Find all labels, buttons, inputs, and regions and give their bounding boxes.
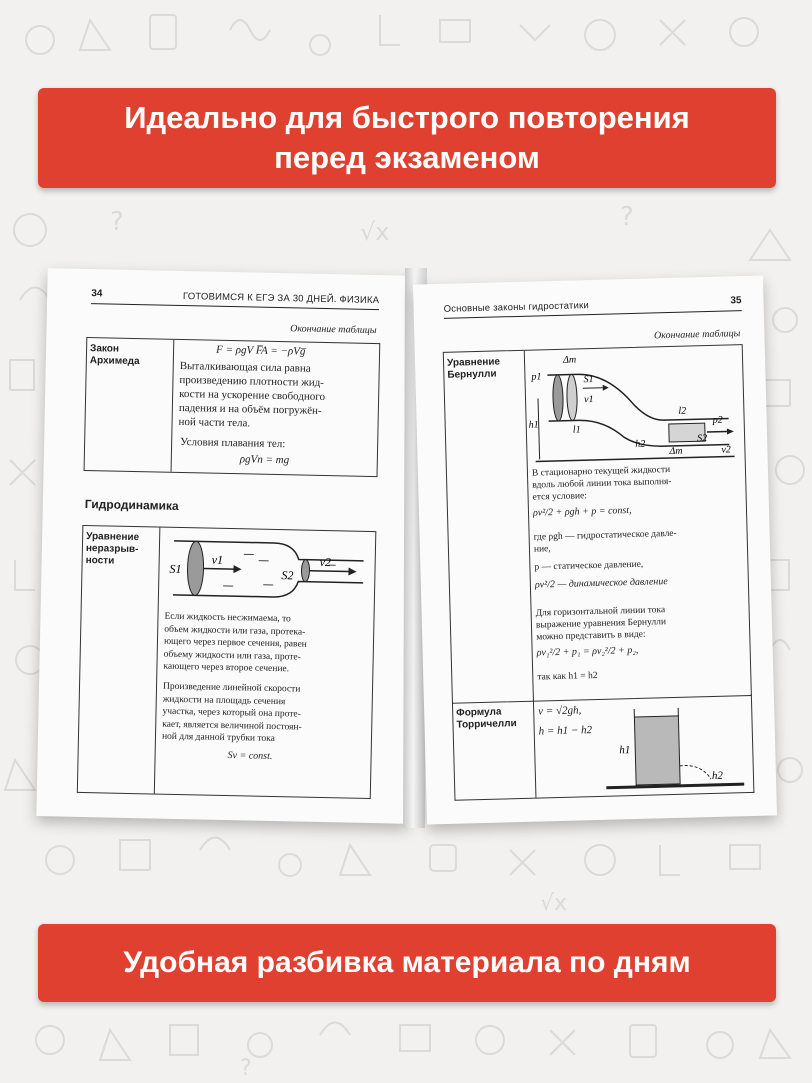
continuity-text-1: Если жидкость несжимаема, то объем жидкости или газа, протека- ющего через первое сечения, равен объему жидкости или газа, проте- кающего через второе сечение. bbox=[163, 611, 307, 675]
right-running-title: Основные законы гидростатики bbox=[443, 300, 590, 315]
archimedes-formula: F = ρgV F̅A = −ρVg̅ bbox=[215, 343, 306, 358]
float-conditions-formula: ρgVп = mg bbox=[239, 453, 290, 467]
left-running-head bbox=[91, 287, 379, 310]
bottom-banner-text: Удобная разбивка материала по дням bbox=[123, 946, 691, 979]
tank-h1: h1 bbox=[619, 744, 631, 757]
diagram-s1: S1 bbox=[169, 561, 182, 577]
bernoulli-text-6: так как h1 = h2 bbox=[537, 670, 598, 683]
archimedes-text: Выталкивающая сила равна произведению плотности жид- кости на ускорение свободного падения и на объём погружён- ной части тела. bbox=[178, 359, 326, 430]
torricelli-formula-2: h = h1 − h2 bbox=[538, 724, 593, 738]
diag-dm2: Δm bbox=[669, 445, 683, 458]
diagram-v2: v2 bbox=[319, 554, 332, 570]
svg-text:?: ? bbox=[110, 207, 124, 237]
diag-h2: h2 bbox=[635, 438, 646, 450]
bernoulli-text-4: p — статическое давление, bbox=[534, 559, 644, 573]
bernoulli-formula-3: ρv₁²/2 + p₁ = ρv₂²/2 + p₂, bbox=[536, 644, 639, 659]
bernoulli-text-5: Для горизонтальной линии тока выражение уравнения Бернулли можно представить в виде: bbox=[535, 605, 667, 643]
bernoulli-text-3: ние, bbox=[533, 544, 551, 555]
diag-v2: v2 bbox=[721, 444, 732, 456]
diag-p1: p1 bbox=[531, 371, 542, 383]
diag-l2: l2 bbox=[678, 405, 687, 417]
tank-h2: h2 bbox=[711, 769, 724, 783]
left-table-note: Окончание таблицы bbox=[290, 323, 377, 337]
archimedes-label: Закон Архимеда bbox=[89, 343, 140, 368]
float-conditions-title: Условия плавания тел: bbox=[180, 435, 286, 451]
diag-dm1: Δm bbox=[562, 354, 577, 366]
right-table-note: Окончание таблицы bbox=[653, 328, 741, 342]
diag-v1: v1 bbox=[583, 393, 594, 406]
bernoulli-formula-2: ρv²/2 — динамическое давление bbox=[534, 576, 668, 591]
continuity-label: Уравнение неразрыв- ности bbox=[85, 531, 140, 567]
top-banner-line-2: перед экзаменом bbox=[274, 140, 540, 175]
right-running-head bbox=[443, 294, 741, 319]
svg-text:?: ? bbox=[620, 202, 634, 232]
hydrodynamics-heading: Гидродинамика bbox=[84, 496, 179, 513]
right-page-number: 35 bbox=[730, 295, 742, 307]
diag-p2: p2 bbox=[712, 414, 723, 426]
bernoulli-pipe-diagram bbox=[527, 346, 740, 463]
svg-text:?: ? bbox=[240, 1056, 252, 1081]
continuity-pipe-diagram bbox=[163, 533, 364, 607]
torricelli-label: Формула Торричелли bbox=[456, 706, 517, 731]
diagram-v1: v1 bbox=[211, 552, 224, 567]
right-page bbox=[413, 276, 777, 825]
bernoulli-text-1: В стационарно текущей жидкости вдоль любой линии тока выполня- ется условие: bbox=[531, 465, 672, 503]
bernoulli-text-2: где ρgh — гидростатическое давле- bbox=[533, 528, 677, 543]
left-page bbox=[36, 268, 419, 824]
diag-h1: h1 bbox=[528, 419, 539, 431]
svg-text:√x: √x bbox=[360, 218, 390, 246]
diag-s2: S2 bbox=[696, 433, 708, 445]
diag-l1: l1 bbox=[572, 424, 581, 436]
diagram-s2: S2 bbox=[281, 568, 294, 583]
left-page-number: 34 bbox=[91, 288, 103, 300]
svg-text:√x: √x bbox=[540, 891, 568, 916]
torricelli-tank-diagram bbox=[604, 700, 746, 794]
continuity-formula: Sv = const. bbox=[227, 750, 273, 762]
bernoulli-label: Уравнение Бернулли bbox=[446, 356, 501, 381]
torricelli-formula-1: v = √2gh, bbox=[538, 704, 582, 718]
bottom-banner bbox=[38, 924, 776, 1002]
top-banner-line-1: Идеально для быстрого повторения bbox=[124, 100, 690, 135]
bernoulli-formula-1: ρv²/2 + ρgh + p = const, bbox=[532, 505, 632, 519]
continuity-text-2: Произведение линейной скорости жидкости на площадь сечения участка, через который она проте- кает, является величиной постоян- ной для данной трубки тока bbox=[161, 681, 302, 745]
left-running-title: ГОТОВИМСЯ К ЕГЭ ЗА 30 ДНЕЙ. ФИЗИКА bbox=[182, 291, 380, 307]
diag-s1: S1 bbox=[583, 373, 594, 386]
